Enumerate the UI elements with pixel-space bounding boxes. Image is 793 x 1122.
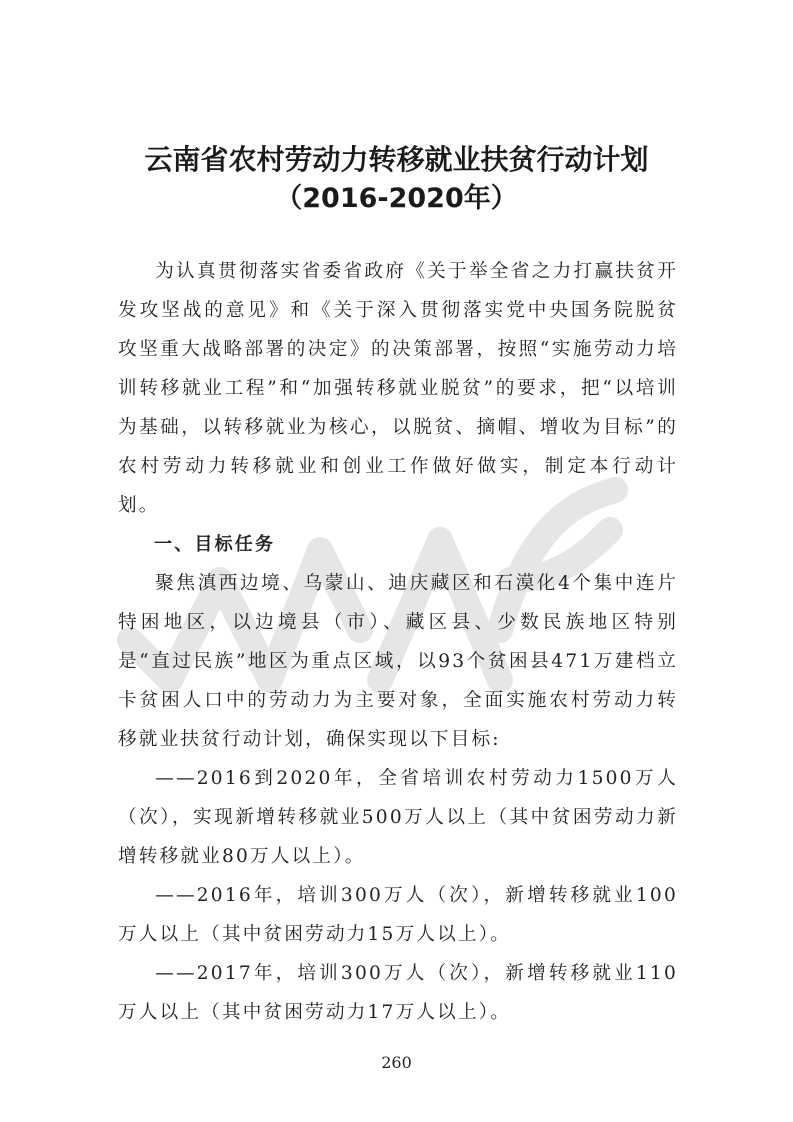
target-item: ——2016到2020年，全省培训农村劳动力1500万人（次），实现新增转移就业500万人以上（其中贫困劳动力新增转移就业80万人以上）。 — [118, 768, 678, 867]
document-title: 云南省农村劳动力转移就业扶贫行动计划 — [144, 143, 649, 176]
page-number: 260 — [381, 1053, 412, 1072]
document-body — [118, 252, 678, 1032]
section-paragraph: 聚焦滇西边境、乌蒙山、迪庆藏区和石漠化4个集中连片特困地区，以边境县（市）、藏区县、少数民族地区特别是“直过民族”地区为重点区域，以93个贫困县471万建档立卡贫困人口中的劳动力为主要对象，全面实施农村劳动力转移就业扶贫行动计划，确保实现以下目标: — [118, 573, 678, 750]
document-subtitle: （2016-2020年） — [275, 183, 518, 214]
target-item: ——2017年，培训300万人（次），新增转移就业110万人以上（其中贫困劳动力17万人以上）。 — [118, 963, 678, 1023]
target-item: ——2016年，培训300万人（次），新增转移就业100万人以上（其中贫困劳动力15万人以上）。 — [118, 885, 678, 945]
section-heading-targets: 一、目标任务 — [154, 534, 276, 555]
intro-paragraph: 为认真贯彻落实省委省政府《关于举全省之力打赢扶贫开发攻坚战的意见》和《关于深入贯彻落实党中央国务院脱贫攻坚重大战略部署的决定》的决策部署，按照“实施劳动力培训转移就业工程”和“加强转移就业脱贫”的要求，把“以培训为基础，以转移就业为核心，以脱贫、摘帽、增收为目标”的农村劳动力转移就业和创业工作做好做实，制定本行动计划。 — [118, 261, 678, 516]
